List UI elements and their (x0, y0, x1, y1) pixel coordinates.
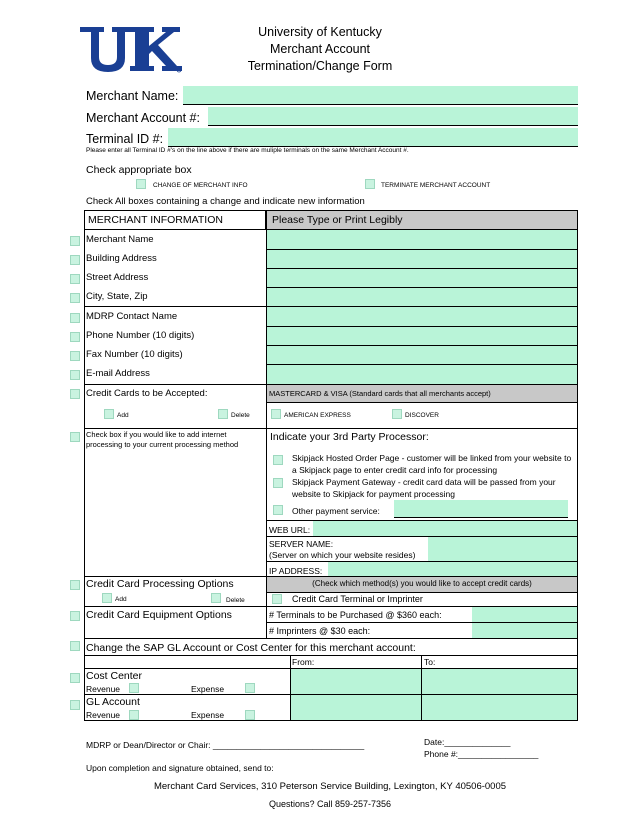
terminals-purchase-label: # Terminals to be Purchased @ $360 each: (269, 610, 442, 620)
row-phone-number: Phone Number (10 digits) (86, 330, 195, 341)
sap-heading: Change the SAP GL Account or Cost Center for this merchant account: (86, 642, 416, 654)
merchant-info-header: MERCHANT INFORMATION (84, 210, 266, 230)
cost-center-expense-label: Expense (191, 684, 225, 694)
check-box-heading: Check appropriate box (86, 164, 192, 176)
card-delete-checkbox[interactable] (218, 409, 228, 419)
form-title-line1: University of Kentucky (258, 25, 382, 39)
form-title-line3: Termination/Change Form (247, 59, 393, 73)
third-party-heading: Indicate your 3rd Party Processor: (270, 431, 429, 443)
gl-account-checkbox[interactable] (70, 700, 80, 710)
change-merchant-info-checkbox[interactable] (136, 179, 146, 189)
other-payment-checkbox[interactable] (273, 505, 283, 515)
credit-cards-checkbox[interactable] (70, 389, 80, 399)
processing-options-label: Credit Card Processing Options (86, 578, 234, 590)
other-payment-label: Other payment service: (292, 506, 380, 516)
row-fax-number: Fax Number (10 digits) (86, 349, 183, 360)
email-address-checkbox[interactable] (70, 370, 80, 380)
row-mdrp-contact: MDRP Contact Name (86, 311, 178, 322)
change-merchant-info-label: CHANGE OF MERCHANT INFO (153, 182, 248, 189)
processing-options-note: (Check which method(s) you would like to accept credit cards) (267, 577, 577, 592)
server-name-note: (Server on which your website resides) (269, 550, 416, 560)
mdrp-contact-checkbox[interactable] (70, 313, 80, 323)
processing-add-label: Add (115, 596, 127, 603)
web-url-field[interactable] (313, 521, 577, 536)
internet-processing-note: Check box if you would like to add internet processing to your current processing method (86, 430, 239, 449)
internet-processing-checkbox[interactable] (70, 432, 80, 442)
date-line[interactable]: Date:______________ (424, 737, 511, 747)
fax-number-checkbox[interactable] (70, 351, 80, 361)
other-payment-field[interactable] (394, 500, 568, 517)
card-add-label: Add (117, 412, 129, 419)
merchant-name-field[interactable] (183, 86, 578, 104)
cost-center-from-field[interactable] (291, 669, 421, 694)
gl-account-revenue-label: Revenue (86, 710, 121, 720)
row-street-address: Street Address (86, 272, 149, 283)
cost-center-expense-checkbox[interactable] (245, 683, 255, 693)
imprinters-field[interactable] (472, 623, 577, 638)
phone-line[interactable]: Phone #:_________________ (424, 749, 539, 759)
mdrp-signature-line[interactable]: MDRP or Dean/Director or Chair: ________________________________ (86, 740, 365, 750)
skipjack-hosted-label: Skipjack Hosted Order Page - customer will be linked from your website to a Skipjack page to enter credit card info for processing (292, 453, 572, 475)
check-all-instruction: Check All boxes containing a change and indicate new information (86, 196, 365, 207)
form-title-line2: Merchant Account (269, 42, 371, 56)
merchant-info-fields[interactable] (267, 230, 577, 384)
equipment-options-label: Credit Card Equipment Options (86, 609, 232, 621)
completion-note: Upon completion and signature obtained, send to: (86, 763, 274, 773)
terminate-account-checkbox[interactable] (365, 179, 375, 189)
street-address-checkbox[interactable] (70, 274, 80, 284)
merchant-account-field[interactable] (208, 107, 578, 125)
skipjack-gateway-label: Skipjack Payment Gateway - credit card data will be passed from your website to Skipjack for payment processing (292, 477, 556, 499)
uk-logo (78, 24, 184, 74)
card-add-checkbox[interactable] (104, 409, 114, 419)
terminals-purchase-field[interactable] (472, 607, 577, 622)
city-state-zip-checkbox[interactable] (70, 293, 80, 303)
gl-account-to-field[interactable] (422, 695, 577, 720)
card-delete-label: Delete (231, 412, 250, 419)
row-city-state-zip: City, State, Zip (86, 291, 148, 302)
row-merchant-name: Merchant Name (86, 234, 154, 245)
web-url-label: WEB URL: (269, 525, 311, 535)
mastercard-visa-note: MASTERCARD & VISA (Standard cards that all merchants accept) (267, 385, 577, 402)
skipjack-hosted-checkbox[interactable] (273, 455, 283, 465)
row-building-address: Building Address (86, 253, 157, 264)
server-name-label: SERVER NAME: (269, 539, 334, 549)
credit-cards-label: Credit Cards to be Accepted: (86, 388, 208, 399)
amex-checkbox[interactable] (271, 409, 281, 419)
server-name-field[interactable] (428, 537, 577, 561)
building-address-checkbox[interactable] (70, 255, 80, 265)
discover-label: DISCOVER (405, 412, 439, 419)
send-to-address: Merchant Card Services, 310 Peterson Service Building, Lexington, KY 40506-0005 (153, 781, 507, 792)
questions-phone: Questions? Call 859-257-7356 (268, 799, 392, 809)
cost-center-revenue-checkbox[interactable] (129, 683, 139, 693)
to-label: To: (424, 657, 436, 667)
terminate-account-label: TERMINATE MERCHANT ACCOUNT (381, 182, 491, 189)
amex-label: AMERICAN EXPRESS (284, 412, 351, 419)
merchant-name-checkbox[interactable] (70, 236, 80, 246)
terminal-note: Please enter all Terminal ID #'s on the line above if there are muliple terminals on the same Merchant Account #. (86, 147, 409, 154)
cost-center-checkbox[interactable] (70, 673, 80, 683)
ip-address-label: IP ADDRESS: (269, 566, 323, 576)
merchant-name-label: Merchant Name: (86, 89, 179, 103)
from-label: From: (292, 657, 315, 667)
phone-number-checkbox[interactable] (70, 332, 80, 342)
ip-address-field[interactable] (328, 562, 577, 576)
skipjack-gateway-checkbox[interactable] (273, 478, 283, 488)
gl-account-label: GL Account (86, 696, 140, 708)
cost-center-to-field[interactable] (422, 669, 577, 694)
type-print-header: Please Type or Print Legibly (266, 210, 578, 230)
terminal-imprinter-label: Credit Card Terminal or Imprinter (292, 594, 423, 604)
gl-account-from-field[interactable] (291, 695, 421, 720)
row-email-address: E-mail Address (86, 368, 150, 379)
equipment-options-checkbox[interactable] (70, 611, 80, 621)
cost-center-revenue-label: Revenue (86, 684, 121, 694)
processing-delete-checkbox[interactable] (211, 593, 221, 603)
terminal-imprinter-checkbox[interactable] (272, 594, 282, 604)
cost-center-label: Cost Center (86, 670, 143, 682)
imprinters-label: # Imprinters @ $30 each: (269, 626, 371, 636)
gl-account-revenue-checkbox[interactable] (129, 710, 139, 720)
processing-add-checkbox[interactable] (102, 593, 112, 603)
gl-account-expense-checkbox[interactable] (245, 710, 255, 720)
discover-checkbox[interactable] (392, 409, 402, 419)
terminal-id-label: Terminal ID #: (86, 132, 164, 146)
processing-options-checkbox[interactable] (70, 580, 80, 590)
merchant-account-label: Merchant Account #: (86, 111, 200, 125)
sap-change-checkbox[interactable] (70, 641, 80, 651)
processing-delete-label: Delete (226, 597, 245, 604)
gl-account-expense-label: Expense (191, 710, 225, 720)
terminal-id-field[interactable] (168, 128, 578, 146)
